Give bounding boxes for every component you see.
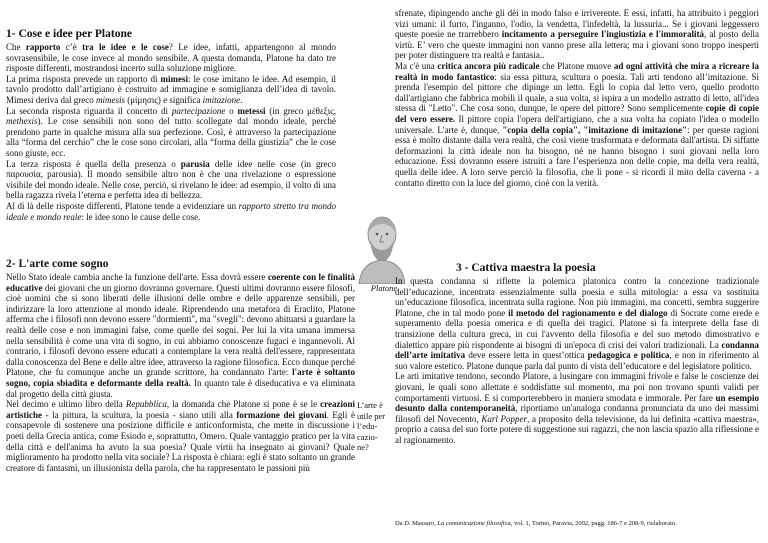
side-caption: L’arte è utile per l’edu-cazio-ne? [357, 400, 386, 453]
section-3-title: 3 - Cattiva maestra la poesia [456, 262, 596, 274]
section-1-title: 1- Cose e idee per Platone [6, 28, 132, 40]
section-1-body: Che rapporto c’è tra le idee e le cose? Le idee, infatti, appartengono al mondo sovrasensibile, le cose invece al mondo sensibile. A questa domanda, Platone ha dato tre risposte differenti, mostrandosi incerto sulla soluzione migliore. La prima risposta prevede un rapporto di mimesi: le cose imitano le idee. Ad esempio, il tavolo prodotto dall’artigiano è costruito ad immagine e somiglianza dell’idea di tavolo. Mimesi deriva dal greco mimesis (μίμησις) e significa imitazione. La seconda risposta riguarda il concetto di partecipazione o metessi (in greco μέθεξις, methexis). Le cose sensibili non sono del tutto scollegate dal mondo ideale, perché prendono parte in qualche misura alla sua perfezione. Così, è attraverso la partecipazione alla “forma del cerchio” che le cose sono circolari, alla “forma della giustizia” che le cose sono giuste, ecc. La terza risposta è quella della presenza o parusia delle idee nelle cose (in greco παρουσία, parousia). Il mondo sensibile altro non è che una rivelazione o espressione visibile del mondo ideale. Nelle cose, perciò, si rivelano le idee: ad esempio, il volto di una bella ragazza rivela l’eterna e perfetta idea di bellezza. Al di là delle risposte differenti, Platone tende a evidenziare un rapporto stretto tra mondo ideale e mondo reale: le idee sono le cause delle cose. [6, 42, 337, 222]
section-3-body: In questa condanna si riflette la polemica platonica contro la concezione tradizionale dell’educazione, incentrata essenzialmente sulla poesia e sulla mitologia: a essa va sostituita un’educazione filosofica, incentrata sulla ragione. Non più immagini, ma concetti, sembra suggerire Platone, che in tal modo pone il metodo del ragionamento e del dialogo di Socrate come erede e superamento della poesia omerica e di quella dei tragici. Platone si fa interprete della fase di transizione della cultura greca, in cui l'avvento della filosofia e del suo metodo dimostrativo e dialettico appare più rispondente ai bisogni di un'epoca di crisi dei valori tradizionali. La condanna dell’arte imitativa deve essere letta in quest’ottica pedagogica e politica, e non in riferimento al suo valore estetico. Platone dunque parla dal punto di vista dell’educatore e del legislatore politico. Le arti imitative tendono, secondo Platore, a lusingare con immagini frivole e false le coscienze dei giovani, le quali sono allettate e soddisfatte sul momento, ma poi non trovano spunti validi per comportamenti virtuosi. E si comporterebbero in maniera smodata e immorale. Per fare un esempio desunto dalla contemporaneità, riportiamo un'analoga condanna pronunciata da uno dei massimi filosofi del Novecento, Karl Popper, a proposito della televisione, da lui definita «cattiva maestra», proprio a causa del suo forte potere di suggestione sui ragazzi, che non lascia spazio alla riflessione e al ragionamento. [395, 276, 760, 445]
plato-bust-image [345, 210, 419, 284]
right-column-body: sfrenate, dipingendo anche gli dèi in modo falso e irriverente. E essi, infatti, ha attribuito i peggiori vizi umani: il furto, l'inganno, l'odio, la vendetta, l'infedeltà, la lussuria... Se i giovani leggessero queste poesie ne trarrebbero incitamento a perseguire l'ingiustizia e l'immoralità, al posto della virtù. E’ vero che queste immagini non vanno prese alla lettera; ma i giovani sono troppo inesperti per poter distinguere tra realtà e fantasia.. Ma c'è una critica ancora più radicale che Platone muove ad ogni attività che mira a ricreare la realtà in modo fantastico: sia essa pittura, scultura o poesia. Tali arti tendono all’imitazione. Si prenda l'esempio del pittore che dipinge un letto. Egli lo copia dal letto vero, quello prodotto dall'artigiano che fabbrica mobili il quale, a sua volta, si ispira a un modello astratto di letto, all'idea stessa di "Letto". Che cosa sono, dunque, le opere del pittore? Sono semplicemente copie di copie del vero essere. Il pittore copia l'opera dell'artigiano, che a sua volta ha copiato l'idea o modello universale. L'arte è, dunque, "copia della copia", "imitazione di imitazione": per queste ragioni essa è molto distante dalla vera realtà, che così viene trasformata e deformata dall'artista. Di siffatte deformazioni la città ideale non ha bisogno, né ne hanno bisogno i suoi giovani nella loro educazione. Essi dovranno essere istruiti a fare l’esperienza non delle copie, ma della vera realtà, quella delle idee. A loro serve perciò la filosofia, che li pone - si ricordi il mito della caverna - a contatto diretto con la luce del giorno, cioè con la verità. [395, 8, 760, 188]
section-2-body: Nello Stato ideale cambia anche la funzione dell'arte. Essa dovrà essere coerente con le finalità educative dei giovani che un giorno dovranno governare. Questi ultimi dovranno essere filosofi, cioè uomini che si sono liberati delle illusioni delle ombre e delle apparenze sensibili, per indirizzare la loro attenzione al mondo ideale. Riprendendo una metafora di Eraclito, Platone afferma che i filosofi non devono essere "dormienti", ma "svegli": devono abituarsi a guardare la realtà delle cose e non immagini false, come quelle dei sogni. Per lui la vita umana immersa nella sensibilità è come una vita di sogno, in cui abbiamo conoscenze fugaci e ingannevoli. Al contrario, i filosofi devono essere educati a contemplare la vera realtà dell'essere, rappresentata dalla conoscenza del Bene e delle altre idee, attraverso la ragione filosofica. Ecco dunque perché Platone, che fu comunque anche un grande scrittore, ha condannato l'arte: l'arte è soltanto sogno, copia sbiadita e deformante della realtà. In quanto tale è diseducativa e va eliminata dal progetto della città giusta. Nel decimo e ultimo libro della Repubblica, la domanda che Platone si pone è se le creazioni artistiche - la pittura, la scultura, la poesia - siano utili alla formazione dei giovani. Egli è consapevole di sostenere una posizione difficile e anticonformista, che mette in discussione i poeti della Grecia antica, come Esiodo e, soprattutto, Omero. Quale vantaggio pratico per la vita della città e dell'anima ha avuto la sua poesia? Quale virtù ha insegnato ai giovani? Quale miglioramento ha prodotto nella vita sociale? La risposta è chiara: egli è stato soltanto un grande creatore di fantasmi, un illusionista della parola, che ha rappresentato le passioni più [6, 272, 356, 473]
section-2-title: 2- L'arte come sogno [6, 258, 109, 270]
bust-caption: Platone [370, 283, 398, 293]
citation: Da D. Massaro, La comunicazione filosofica, vol. 1, Torino, Paravia, 2002, pagg. 186-7 e 208-9, rielaborato. [395, 520, 677, 527]
